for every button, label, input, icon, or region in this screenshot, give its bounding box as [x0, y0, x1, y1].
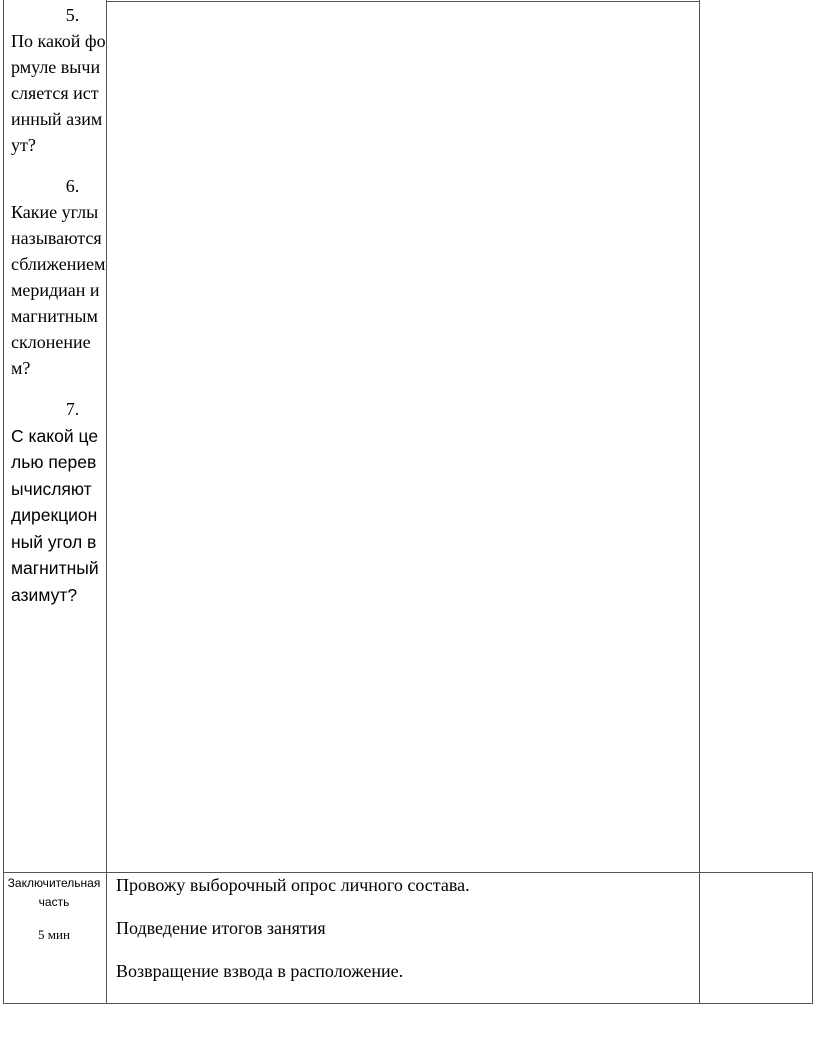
final-section-label: Заключительная часть: [7, 876, 101, 909]
question-number: 7.: [65, 399, 80, 419]
table-right-border: [812, 872, 813, 1004]
question-item: [11, 2, 106, 158]
question-item: [11, 396, 106, 608]
final-section-line: Провожу выборочный опрос личного состава.: [116, 875, 470, 895]
row-divider: [3, 872, 813, 873]
column-divider-1: [106, 0, 107, 1004]
final-section-line: Возвращение взвода в расположение.: [116, 961, 404, 981]
table-left-border: [3, 0, 4, 1004]
question-text: Какие углы называются сближением меридиан и магнитным склонением?: [11, 202, 106, 378]
table-top-border: [106, 1, 699, 2]
question-text: С какой целью перевычисляют дирекционный угол в магнитный азимут?: [11, 425, 99, 605]
question-number: 6.: [65, 176, 80, 196]
final-section-duration: 5 мин: [38, 927, 70, 942]
question-item: [11, 173, 106, 381]
question-text: По какой формуле вычисляется истинный азимут?: [11, 31, 106, 155]
question-number: 5.: [65, 5, 80, 25]
column-divider-2: [699, 0, 700, 1004]
questions-column: [11, 2, 106, 623]
table-bottom-border: [3, 1003, 813, 1004]
final-section-content: [116, 874, 696, 1003]
final-section-line: Подведение итогов занятия: [116, 918, 326, 938]
